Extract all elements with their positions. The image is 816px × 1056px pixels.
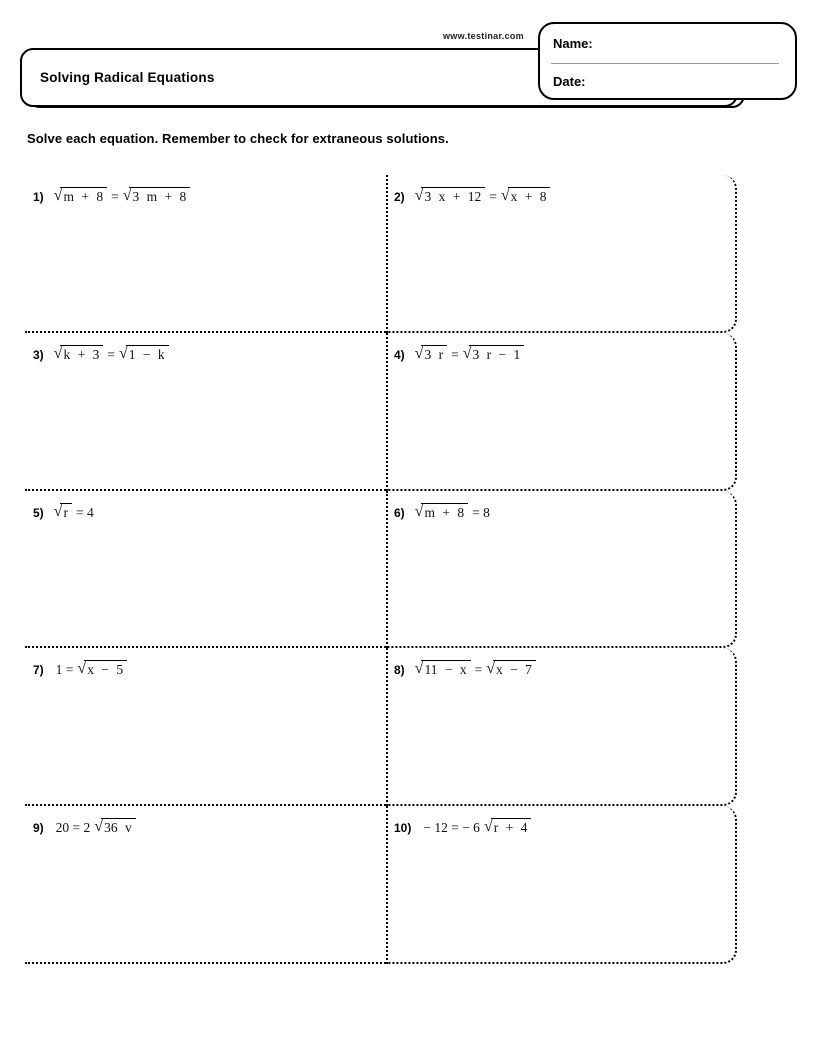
radical-sign-icon: √ <box>53 187 63 204</box>
equation-text: = 4 <box>75 504 94 520</box>
radical-expression <box>94 818 135 836</box>
problem-cell-2 <box>386 175 737 333</box>
radical-sign-icon: √ <box>53 344 63 362</box>
equation <box>53 189 192 204</box>
equation-text: = <box>451 346 459 362</box>
radicand: r + 4 <box>491 818 532 836</box>
radical-expression <box>415 660 471 678</box>
radical-sign-icon: √ <box>77 660 87 678</box>
radical-sign-icon: √ <box>118 344 128 362</box>
radical-expression <box>415 345 447 363</box>
equation <box>414 344 526 362</box>
instructions-text: Solve each equation. Remember to check for extraneous solutions. <box>27 131 449 146</box>
radicand: x − 5 <box>84 660 127 678</box>
radical-expression <box>54 503 72 521</box>
radicand: 3 r − 1 <box>469 345 524 363</box>
equation <box>53 502 97 520</box>
equation-text: 20 = 2 <box>55 820 91 836</box>
date-label: Date: <box>553 74 586 89</box>
problem-cell-10 <box>386 806 737 964</box>
radicand: m + 8 <box>421 503 468 521</box>
equation <box>53 662 128 677</box>
problem-number: 3) <box>33 347 44 362</box>
problem-cell-1 <box>25 175 386 333</box>
problems-grid <box>25 175 737 964</box>
problem-number: 2) <box>394 190 405 204</box>
name-date-box <box>538 22 797 100</box>
equation <box>420 820 532 835</box>
equation-text: − 12 = − 6 <box>423 820 480 836</box>
problem-cell-8 <box>386 648 737 806</box>
radical-expression <box>415 187 486 205</box>
problem-number: 4) <box>394 347 405 362</box>
problem-number: 10) <box>394 821 412 836</box>
radical-expression <box>484 818 531 836</box>
radical-sign-icon: √ <box>414 660 424 678</box>
page-title: Solving Radical Equations <box>40 70 215 85</box>
website-url: www.testinar.com <box>443 31 524 41</box>
equation-text: = <box>111 189 119 204</box>
equation-text: = <box>474 662 483 678</box>
radical-expression <box>486 660 536 678</box>
radicand: 3 x + 12 <box>421 187 485 205</box>
problem-number: 8) <box>394 663 405 678</box>
radicand: r <box>60 503 72 521</box>
radical-expression <box>54 187 107 205</box>
radical-expression <box>501 187 551 205</box>
problem-number: 9) <box>33 821 44 836</box>
problem-cell-7 <box>25 648 386 806</box>
equation <box>53 344 170 362</box>
radicand: x + 8 <box>508 187 551 205</box>
problem-number: 7) <box>33 663 44 678</box>
radicand: 3 m + 8 <box>129 187 190 205</box>
equation-text: 1 = <box>55 662 74 678</box>
equation <box>53 820 137 835</box>
equation-text: = 8 <box>472 504 490 520</box>
radical-sign-icon: √ <box>462 344 472 362</box>
problem-number: 6) <box>394 505 405 520</box>
equation-text: = <box>489 189 497 204</box>
equation <box>414 189 552 204</box>
radicand: k + 3 <box>60 345 103 363</box>
radical-sign-icon: √ <box>500 187 510 204</box>
equation-text: = <box>107 346 115 362</box>
problem-number: 1) <box>33 190 44 204</box>
name-date-divider <box>551 63 779 64</box>
problem-cell-3 <box>25 333 386 491</box>
radical-sign-icon: √ <box>53 502 63 520</box>
radical-expression <box>415 503 468 521</box>
radical-expression <box>463 345 525 363</box>
radicand: 3 r <box>421 345 447 363</box>
radical-sign-icon: √ <box>486 660 495 678</box>
problem-number: 5) <box>33 505 44 520</box>
radical-expression <box>119 345 169 363</box>
problem-cell-9 <box>25 806 386 964</box>
radical-expression <box>77 660 127 678</box>
name-label: Name: <box>553 36 593 51</box>
problem-cell-6 <box>386 491 737 649</box>
radicand: x − 7 <box>493 660 536 678</box>
equation <box>414 662 537 677</box>
radical-sign-icon: √ <box>414 502 424 520</box>
problem-cell-4 <box>386 333 737 491</box>
radicand: 1 − k <box>126 345 169 363</box>
radical-sign-icon: √ <box>94 818 104 836</box>
radical-sign-icon: √ <box>483 818 493 836</box>
radical-expression <box>123 187 191 205</box>
problem-cell-5 <box>25 491 386 649</box>
radicand: 36 v <box>101 818 136 836</box>
radicand: m + 8 <box>60 187 107 205</box>
radical-expression <box>54 345 104 363</box>
radical-sign-icon: √ <box>414 344 424 362</box>
equation <box>414 502 493 520</box>
radicand: 11 − x <box>421 660 470 678</box>
radical-sign-icon: √ <box>122 187 132 204</box>
radical-sign-icon: √ <box>414 187 424 204</box>
